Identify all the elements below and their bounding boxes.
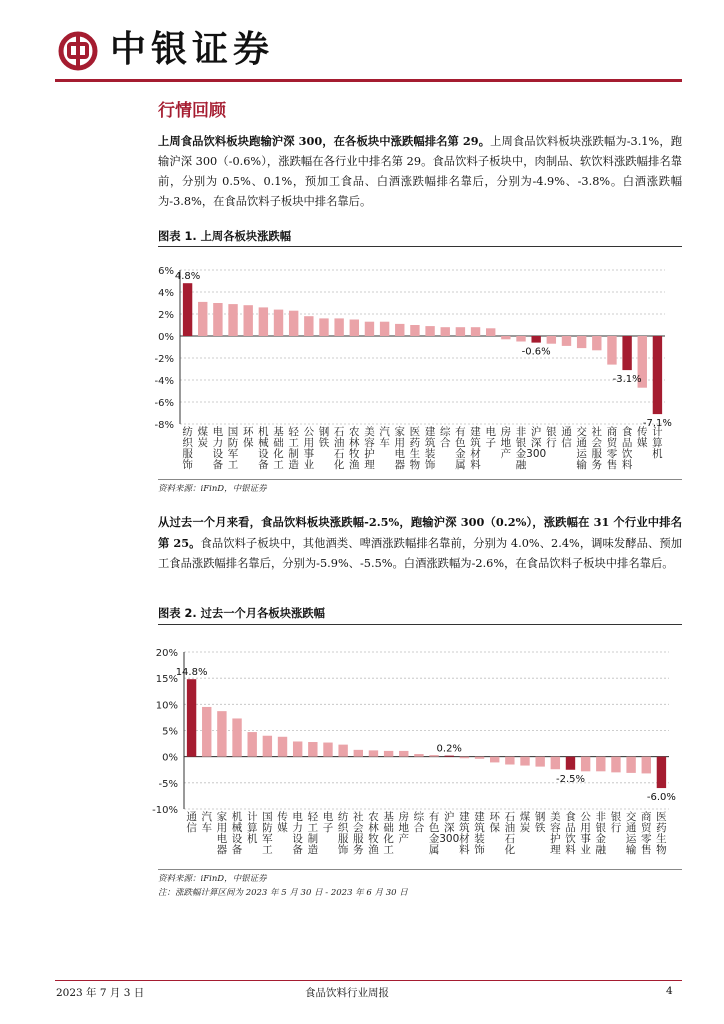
x-tick-label-银行: 银行 xyxy=(610,811,622,834)
x-tick-label-轻工制造: 轻工制造 xyxy=(288,426,299,471)
bar-医药生物 xyxy=(410,325,419,336)
y-tick-label: 0% xyxy=(158,332,174,343)
bar-钢铁 xyxy=(535,757,544,767)
data-label-沪深300: 0.2% xyxy=(436,743,462,755)
x-tick-label-医药生物: 医药生物 xyxy=(656,811,667,856)
footer-page-number: 4 xyxy=(666,985,673,997)
bar-沪深300 xyxy=(531,336,540,343)
x-tick-label-社会服务: 社会服务 xyxy=(591,426,603,471)
paragraph-monthly-lead: 从过去一个月来看，食品饮料板块涨跌幅-2.5%，跑输沪深 300（0.2%），涨跌幅在 31 个行业中排名第 25。 xyxy=(158,515,682,550)
x-tick-label-农林牧渔: 农林牧渔 xyxy=(349,426,360,471)
bar-环保 xyxy=(244,305,253,336)
x-tick-label-机械设备: 机械设备 xyxy=(258,426,269,471)
x-tick-label-农林牧渔: 农林牧渔 xyxy=(368,811,379,856)
y-tick-label: -10% xyxy=(152,805,178,816)
y-tick-label: -8% xyxy=(154,420,174,431)
bar-农林牧渔 xyxy=(369,750,378,756)
x-tick-label-沪深300: 沪深 300 xyxy=(526,426,547,460)
figure-1-chart xyxy=(150,250,680,478)
bar-计算机 xyxy=(653,336,662,414)
x-tick-label-美容护理: 美容护理 xyxy=(364,426,375,471)
x-tick-label-公用事业: 公用事业 xyxy=(303,426,315,471)
x-tick-label-家用电器: 家用电器 xyxy=(394,426,406,471)
bar-建筑材料 xyxy=(460,757,469,759)
bar-美容护理 xyxy=(551,757,560,770)
x-tick-label-钢铁: 钢铁 xyxy=(534,811,546,834)
bar-社会服务 xyxy=(354,750,363,757)
bar-家用电器 xyxy=(395,324,404,336)
bar-基础化工 xyxy=(274,310,283,336)
y-tick-label: 15% xyxy=(155,674,178,686)
x-tick-label-非银金融: 非银金融 xyxy=(595,811,607,856)
x-tick-label-沪深300: 沪深 300 xyxy=(439,811,460,845)
x-tick-label-计算机: 计算机 xyxy=(652,426,663,460)
y-tick-label: 10% xyxy=(155,700,178,712)
x-tick-label-电子: 电子 xyxy=(485,426,496,449)
y-tick-label: 2% xyxy=(158,310,174,321)
bar-商贸零售 xyxy=(642,757,651,774)
x-tick-label-建筑装饰: 建筑装饰 xyxy=(424,426,436,471)
data-label-通信: 14.8% xyxy=(175,667,208,679)
y-tick-label: 4% xyxy=(158,288,174,299)
y-tick-label: 6% xyxy=(158,266,174,277)
x-tick-label-传媒: 传媒 xyxy=(277,811,288,834)
x-tick-label-电子: 电子 xyxy=(322,811,334,834)
data-label-食品饮料: -2.5% xyxy=(555,773,585,785)
bar-建筑装饰 xyxy=(425,326,434,336)
x-tick-label-传媒: 传媒 xyxy=(637,426,648,449)
y-tick-label: -5% xyxy=(158,778,178,790)
x-tick-label-综合: 综合 xyxy=(413,811,425,834)
paragraph-weekly-body: 上周食品饮料板块涨跌幅为-3.1%，跑输沪深 300（-0.6%），涨跌幅在各行业中排名第 29。食品饮料子板块中，肉制品、软饮料涨跌幅排名靠前，分别为 0.5%、0.1%，预加工食品、白酒涨跌幅排名靠后，分别为-4.9%、-3.8%。白酒涨跌幅为-3.8%，在食品饮料子板块中排名靠后。 xyxy=(158,135,682,208)
bar-电力设备 xyxy=(293,741,302,756)
footer-date: 2023 年 7 月 3 日 xyxy=(56,987,145,999)
bar-房地产 xyxy=(399,751,408,757)
bar-公用事业 xyxy=(581,757,590,772)
x-tick-label-房地产: 房地产 xyxy=(398,811,410,845)
x-tick-label-家用电器: 家用电器 xyxy=(216,811,228,856)
y-tick-label: 20% xyxy=(155,648,178,659)
bar-建筑材料 xyxy=(471,327,480,336)
x-tick-label-电力设备: 电力设备 xyxy=(212,426,224,471)
x-tick-label-非银金融: 非银金融 xyxy=(515,426,527,471)
bar-煤炭 xyxy=(520,757,529,766)
x-tick-label-钢铁: 钢铁 xyxy=(318,426,330,449)
x-tick-label-交通运输: 交通运输 xyxy=(576,426,587,471)
x-tick-label-商贸零售: 商贸零售 xyxy=(641,811,652,856)
bar-房地产 xyxy=(501,336,510,339)
x-tick-label-汽车: 汽车 xyxy=(379,426,390,449)
bar-有色金属 xyxy=(429,755,438,757)
bar-交通运输 xyxy=(626,757,635,773)
x-tick-label-房地产: 房地产 xyxy=(500,426,512,460)
paragraph-monthly-review xyxy=(158,512,682,574)
bar-商贸零售 xyxy=(607,336,616,365)
bar-国防军工 xyxy=(263,736,272,757)
bar-非银金融 xyxy=(596,757,605,772)
x-tick-label-综合: 综合 xyxy=(439,426,451,449)
bar-食品饮料 xyxy=(622,336,631,370)
x-tick-label-通信: 通信 xyxy=(561,426,572,449)
x-tick-label-美容护理: 美容护理 xyxy=(550,811,561,856)
x-tick-label-国防军工: 国防军工 xyxy=(227,426,239,471)
bar-综合 xyxy=(441,327,450,336)
bar-交通运输 xyxy=(577,336,586,348)
bar-机械设备 xyxy=(232,718,241,756)
bar-社会服务 xyxy=(592,336,601,350)
x-tick-label-环保: 环保 xyxy=(242,426,254,449)
paragraph-monthly-body: 食品饮料子板块中，其他酒类、啤酒涨跌幅排名靠前，分别为 4.0%、2.4%，调味发酵品、预加工食品涨跌幅排名靠后，分别为-5.9%、-5.5%。白酒涨跌幅为-2.6%，在食品饮料子板块中排名靠后。 xyxy=(158,537,683,570)
bar-综合 xyxy=(414,754,423,757)
y-tick-label: 0% xyxy=(162,752,178,764)
figure-1-top-rule xyxy=(158,246,682,247)
bar-纺织服饰 xyxy=(183,283,192,336)
bar-汽车 xyxy=(380,322,389,336)
x-tick-label-石油石化: 石油石化 xyxy=(504,811,516,856)
figure-2-title: 图表 2. 过去一个月各板块涨跌幅 xyxy=(158,607,325,620)
bar-石油石化 xyxy=(334,318,343,336)
y-tick-label: 5% xyxy=(162,726,178,738)
bar-机械设备 xyxy=(259,307,268,336)
paragraph-weekly-lead: 上周食品饮料板块跑输沪深 300，在各板块中涨跌幅排名第 29。 xyxy=(158,134,491,148)
bar-基础化工 xyxy=(384,751,393,757)
brand-name: 中银证券 xyxy=(110,29,275,70)
data-label-医药生物: -6.0% xyxy=(646,792,676,804)
x-tick-label-石油石化: 石油石化 xyxy=(333,426,345,471)
figure-2-source: 资料来源：iFinD，中银证券 xyxy=(158,874,267,884)
x-tick-label-交通运输: 交通运输 xyxy=(625,811,637,856)
x-tick-label-建筑材料: 建筑材料 xyxy=(459,811,470,856)
bar-汽车 xyxy=(202,707,211,757)
x-tick-label-通信: 通信 xyxy=(186,811,197,834)
bar-轻工制造 xyxy=(289,311,298,336)
bar-轻工制造 xyxy=(308,742,317,757)
x-tick-label-基础化工: 基础化工 xyxy=(383,811,394,856)
y-tick-label: -2% xyxy=(154,354,174,365)
figure-1-title: 图表 1. 上周各板块涨跌幅 xyxy=(158,230,291,243)
footer-report-name: 食品饮料行业周报 xyxy=(305,987,389,999)
data-label-纺织服饰: 4.8% xyxy=(174,271,201,283)
x-tick-label-汽车: 汽车 xyxy=(201,811,212,834)
bar-石油石化 xyxy=(505,757,514,765)
bar-农林牧渔 xyxy=(350,320,359,337)
bar-环保 xyxy=(490,757,499,763)
bar-非银金融 xyxy=(516,336,525,342)
x-tick-label-基础化工: 基础化工 xyxy=(273,426,284,471)
x-tick-label-煤炭: 煤炭 xyxy=(197,426,208,449)
bar-医药生物 xyxy=(657,757,666,788)
data-label-计算机: -7.1% xyxy=(642,418,672,430)
x-tick-label-国防军工: 国防军工 xyxy=(262,811,273,856)
x-tick-label-医药生物: 医药生物 xyxy=(409,426,421,471)
figure-1-source: 资料来源：iFinD，中银证券 xyxy=(158,484,267,494)
bar-传媒 xyxy=(278,737,287,757)
x-tick-label-银行: 银行 xyxy=(546,426,557,449)
x-tick-label-社会服务: 社会服务 xyxy=(353,811,364,856)
bar-食品饮料 xyxy=(566,757,575,770)
data-label-沪深300: -0.6% xyxy=(521,346,551,358)
bar-美容护理 xyxy=(365,322,374,336)
x-tick-label-建筑材料: 建筑材料 xyxy=(470,426,481,471)
bar-通信 xyxy=(187,679,196,756)
x-tick-label-食品饮料: 食品饮料 xyxy=(565,811,576,856)
bar-银行 xyxy=(611,757,620,773)
bar-纺织服饰 xyxy=(338,745,347,757)
header-rule xyxy=(55,79,682,82)
figure-2-note: 注：涨跌幅计算区间为 2023 年 5 月 30 日 - 2023 年 6 月 30 日 xyxy=(158,888,408,898)
x-tick-label-商贸零售: 商贸零售 xyxy=(606,426,618,471)
x-tick-label-煤炭: 煤炭 xyxy=(519,811,531,834)
x-tick-label-有色金属: 有色金属 xyxy=(455,426,466,471)
bar-家用电器 xyxy=(217,711,226,757)
bar-建筑装饰 xyxy=(475,757,484,759)
x-tick-label-电力设备: 电力设备 xyxy=(292,811,303,856)
paragraph-weekly-review xyxy=(158,131,682,212)
bar-通信 xyxy=(562,336,571,346)
bar-煤炭 xyxy=(198,302,207,336)
y-tick-label: -4% xyxy=(154,376,174,387)
data-label-食品饮料: -3.1% xyxy=(612,374,642,386)
bar-有色金属 xyxy=(456,327,465,336)
figure-2-top-rule xyxy=(158,624,682,625)
section-title: 行情回顾 xyxy=(158,101,226,121)
bar-国防军工 xyxy=(228,304,237,336)
footer-rule xyxy=(55,980,682,981)
bar-计算机 xyxy=(248,732,257,757)
bar-银行 xyxy=(547,336,556,344)
figure-2-bottom-rule xyxy=(158,869,682,870)
x-tick-label-机械设备: 机械设备 xyxy=(231,811,243,856)
bank-of-china-logo-icon xyxy=(58,31,98,71)
x-tick-label-环保: 环保 xyxy=(489,811,500,834)
x-tick-label-食品饮料: 食品饮料 xyxy=(621,426,633,471)
figure-2-chart xyxy=(150,640,680,868)
x-tick-label-有色金属: 有色金属 xyxy=(428,811,440,856)
bar-电子 xyxy=(323,743,332,757)
bar-电子 xyxy=(486,328,495,336)
bar-公用事业 xyxy=(304,316,313,336)
bar-沪深300 xyxy=(445,756,454,757)
bar-钢铁 xyxy=(319,318,328,336)
figure-1-bottom-rule xyxy=(158,479,682,480)
x-tick-label-纺织服饰: 纺织服饰 xyxy=(182,426,193,471)
x-tick-label-公用事业: 公用事业 xyxy=(580,811,591,856)
x-tick-label-纺织服饰: 纺织服饰 xyxy=(337,811,349,856)
y-tick-label: -6% xyxy=(154,398,174,409)
x-tick-label-计算机: 计算机 xyxy=(246,811,258,845)
x-tick-label-轻工制造: 轻工制造 xyxy=(307,811,319,856)
bar-电力设备 xyxy=(213,303,222,336)
x-tick-label-建筑装饰: 建筑装饰 xyxy=(474,811,485,856)
